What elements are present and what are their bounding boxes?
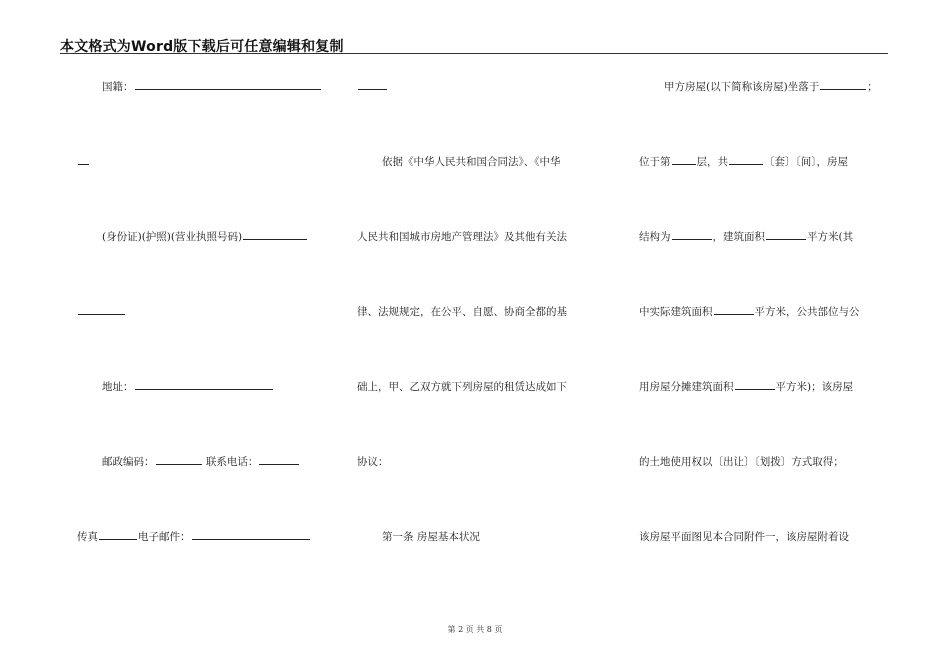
email-blank (192, 530, 310, 540)
fax-label: 传真 (77, 531, 98, 543)
address-label: 地址： (102, 381, 134, 393)
address-line (102, 380, 274, 394)
actual-area-label: 中实际建筑面积 (639, 306, 713, 318)
blank-line (77, 305, 126, 319)
postal-phone-line (102, 455, 300, 469)
header-divider (60, 53, 888, 54)
postal-label: 邮政编码： (102, 456, 155, 468)
shared-area-unit: 平方米)；该房屋 (775, 381, 854, 393)
basis-line-3: 律、法规规定，在公平、自愿、协商全都的基 (357, 306, 567, 318)
structure-line (639, 230, 853, 244)
shared-area-label: 用房屋分摊建筑面积 (639, 381, 734, 393)
nationality-label: 国籍： (102, 81, 134, 93)
floor-total-blank (729, 155, 763, 165)
location-label: 甲方房屋(以下简称该房屋)坐落于 (664, 81, 820, 93)
actual-area-line (639, 305, 860, 319)
floor-plan-line: 该房屋平面图见本合同附件一，该房屋附着设 (639, 531, 849, 543)
structure-blank (672, 230, 712, 240)
location-line (664, 80, 878, 94)
shared-area-line (639, 380, 853, 394)
address-blank (135, 380, 273, 390)
article-one-heading: 第一条 房屋基本状况 (382, 531, 480, 543)
semicolon: ； (867, 81, 878, 93)
floor-prefix: 位于第 (639, 156, 671, 168)
continuation-blank (78, 305, 125, 315)
nationality-line (102, 80, 322, 94)
actual-area-blank (714, 305, 754, 315)
unit-type-label: 〔套〕〔间〕，房屋 (764, 156, 848, 168)
phone-blank (259, 455, 299, 465)
email-label: 电子邮件： (138, 531, 191, 543)
id-line (102, 230, 308, 244)
continuation-blank (358, 80, 387, 90)
id-label: (身份证)(护照)(营业执照号码) (102, 231, 243, 243)
location-blank (820, 80, 866, 90)
area-unit: 平方米(其 (807, 231, 854, 243)
id-blank (243, 230, 307, 240)
basis-line-1: 依据《中华人民共和国合同法》、《中华 (382, 156, 561, 168)
land-use-line: 的土地使用权以〔出让〕〔划拨〕方式取得； (639, 456, 844, 468)
area-label: ，建筑面积 (712, 231, 765, 243)
shared-area-blank (735, 380, 775, 390)
basis-line-4: 础上，甲、乙双方就下列房屋的租赁达成如下 (357, 381, 567, 393)
basis-line-2: 人民共和国城市房地产管理法》及其他有关法 (357, 231, 567, 243)
nationality-blank (135, 80, 321, 90)
document-header-title: 本文格式为Word版下载后可任意编辑和复制 (60, 39, 344, 55)
fax-email-line (77, 530, 311, 544)
structure-label: 结构为 (639, 231, 671, 243)
fax-blank (99, 530, 137, 540)
postal-blank (156, 455, 202, 465)
actual-area-unit: 平方米，公共部位与公 (754, 306, 860, 318)
blank-line (357, 80, 388, 94)
phone-label: 联系电话： (205, 456, 259, 468)
area-blank (766, 230, 806, 240)
blank-line (77, 155, 90, 169)
floor-total-label: 层，共 (696, 156, 728, 168)
page-number: 第 2 页 共 8 页 (447, 625, 503, 634)
floor-line (639, 155, 848, 169)
continuation-blank (78, 155, 89, 165)
floor-blank (672, 155, 696, 165)
basis-line-5: 协议： (357, 456, 389, 468)
